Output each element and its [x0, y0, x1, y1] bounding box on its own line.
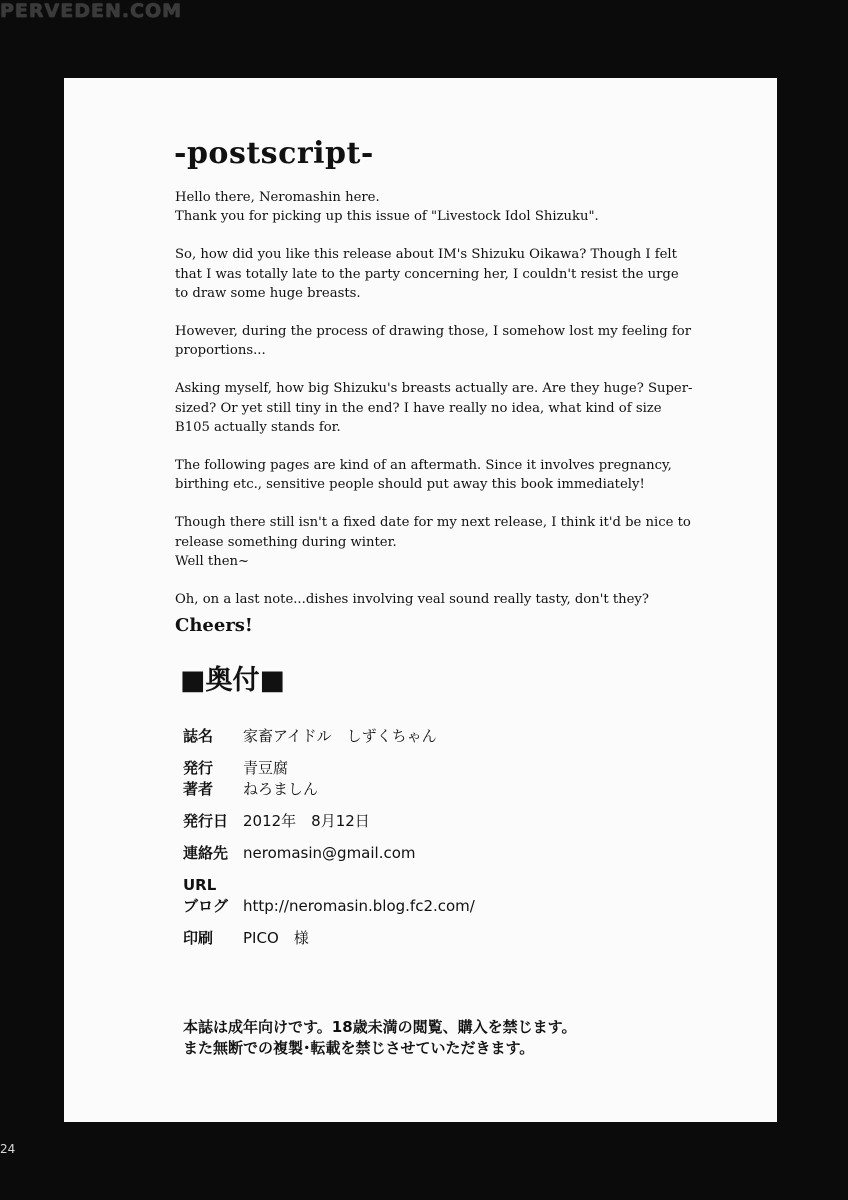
colophon-row-printer [183, 928, 703, 949]
colophon-row-publisher [183, 758, 703, 779]
colophon-row-contact [183, 843, 703, 864]
notice-line: また無断での複製･転載を禁じさせていただきます。 [183, 1039, 535, 1057]
publisher-label: 発行 [183, 759, 214, 777]
contact-email: neromasin@gmail.com [243, 844, 416, 862]
printer-label: 印刷 [183, 929, 214, 947]
closing-signoff: Cheers! [175, 615, 253, 636]
author-value: ねろましん [243, 780, 319, 798]
page-number: 24 [0, 1142, 16, 1156]
document-page [64, 78, 777, 1122]
letter-paragraph: So, how did you like this release about IM's Shizuku Oikawa? Though I felt that I was totally late to the party concerning her, I couldn't resist the urge to draw some huge breasts. [175, 247, 679, 301]
blog-url: http://neromasin.blog.fc2.com/ [243, 897, 475, 915]
postscript-letter [175, 188, 695, 628]
colophon-row-blog [183, 896, 703, 917]
colophon-row-author [183, 779, 703, 800]
title-value: 家畜アイドル しずくちゃん [243, 727, 437, 745]
title-label: 誌名 [183, 727, 214, 745]
notice-line: 本誌は成年向けです。18歳未満の閲覧、購入を禁じます。 [183, 1018, 577, 1036]
letter-paragraph: Asking myself, how big Shizuku's breasts actually are. Are they huge? Super-sized? Or yet still tiny in the end? I have really no idea, what kind of size B105 actually stands for. [175, 381, 693, 435]
letter-paragraph: Oh, on a last note...dishes involving veal sound really tasty, don't they? [175, 592, 649, 608]
age-restriction-notice [183, 1017, 743, 1059]
publisher-value: 青豆腐 [243, 759, 289, 777]
contact-label: 連絡先 [183, 844, 229, 862]
printer-value: PICO 様 [243, 929, 309, 947]
letter-paragraph: The following pages are kind of an aftermath. Since it involves pregnancy, birthing etc., sensitive people should put away this book immediately! [175, 458, 672, 493]
author-label: 著者 [183, 780, 214, 798]
letter-paragraph: Hello there, Neromashin here. Thank you for picking up this issue of "Livestock Idol Shizuku". [175, 190, 599, 225]
colophon-row-title [183, 726, 703, 747]
colophon-row-url [183, 875, 703, 896]
letter-paragraph: However, during the process of drawing those, I somehow lost my feeling for proportions... [175, 324, 692, 359]
url-label: URL [183, 876, 217, 894]
colophon-row-date [183, 811, 703, 832]
postscript-title: -postscript- [174, 136, 374, 171]
date-label: 発行日 [183, 812, 229, 830]
colophon-heading: ■奥付■ [180, 665, 286, 696]
colophon-details [183, 726, 703, 949]
letter-paragraph: Though there still isn't a fixed date for my next release, I think it'd be nice to release something during winter. Well then~ [175, 515, 691, 569]
date-value: 2012年 8月12日 [243, 812, 370, 830]
watermark-text: PERVEDEN.COM [0, 0, 183, 22]
blog-label: ブログ [183, 897, 229, 915]
